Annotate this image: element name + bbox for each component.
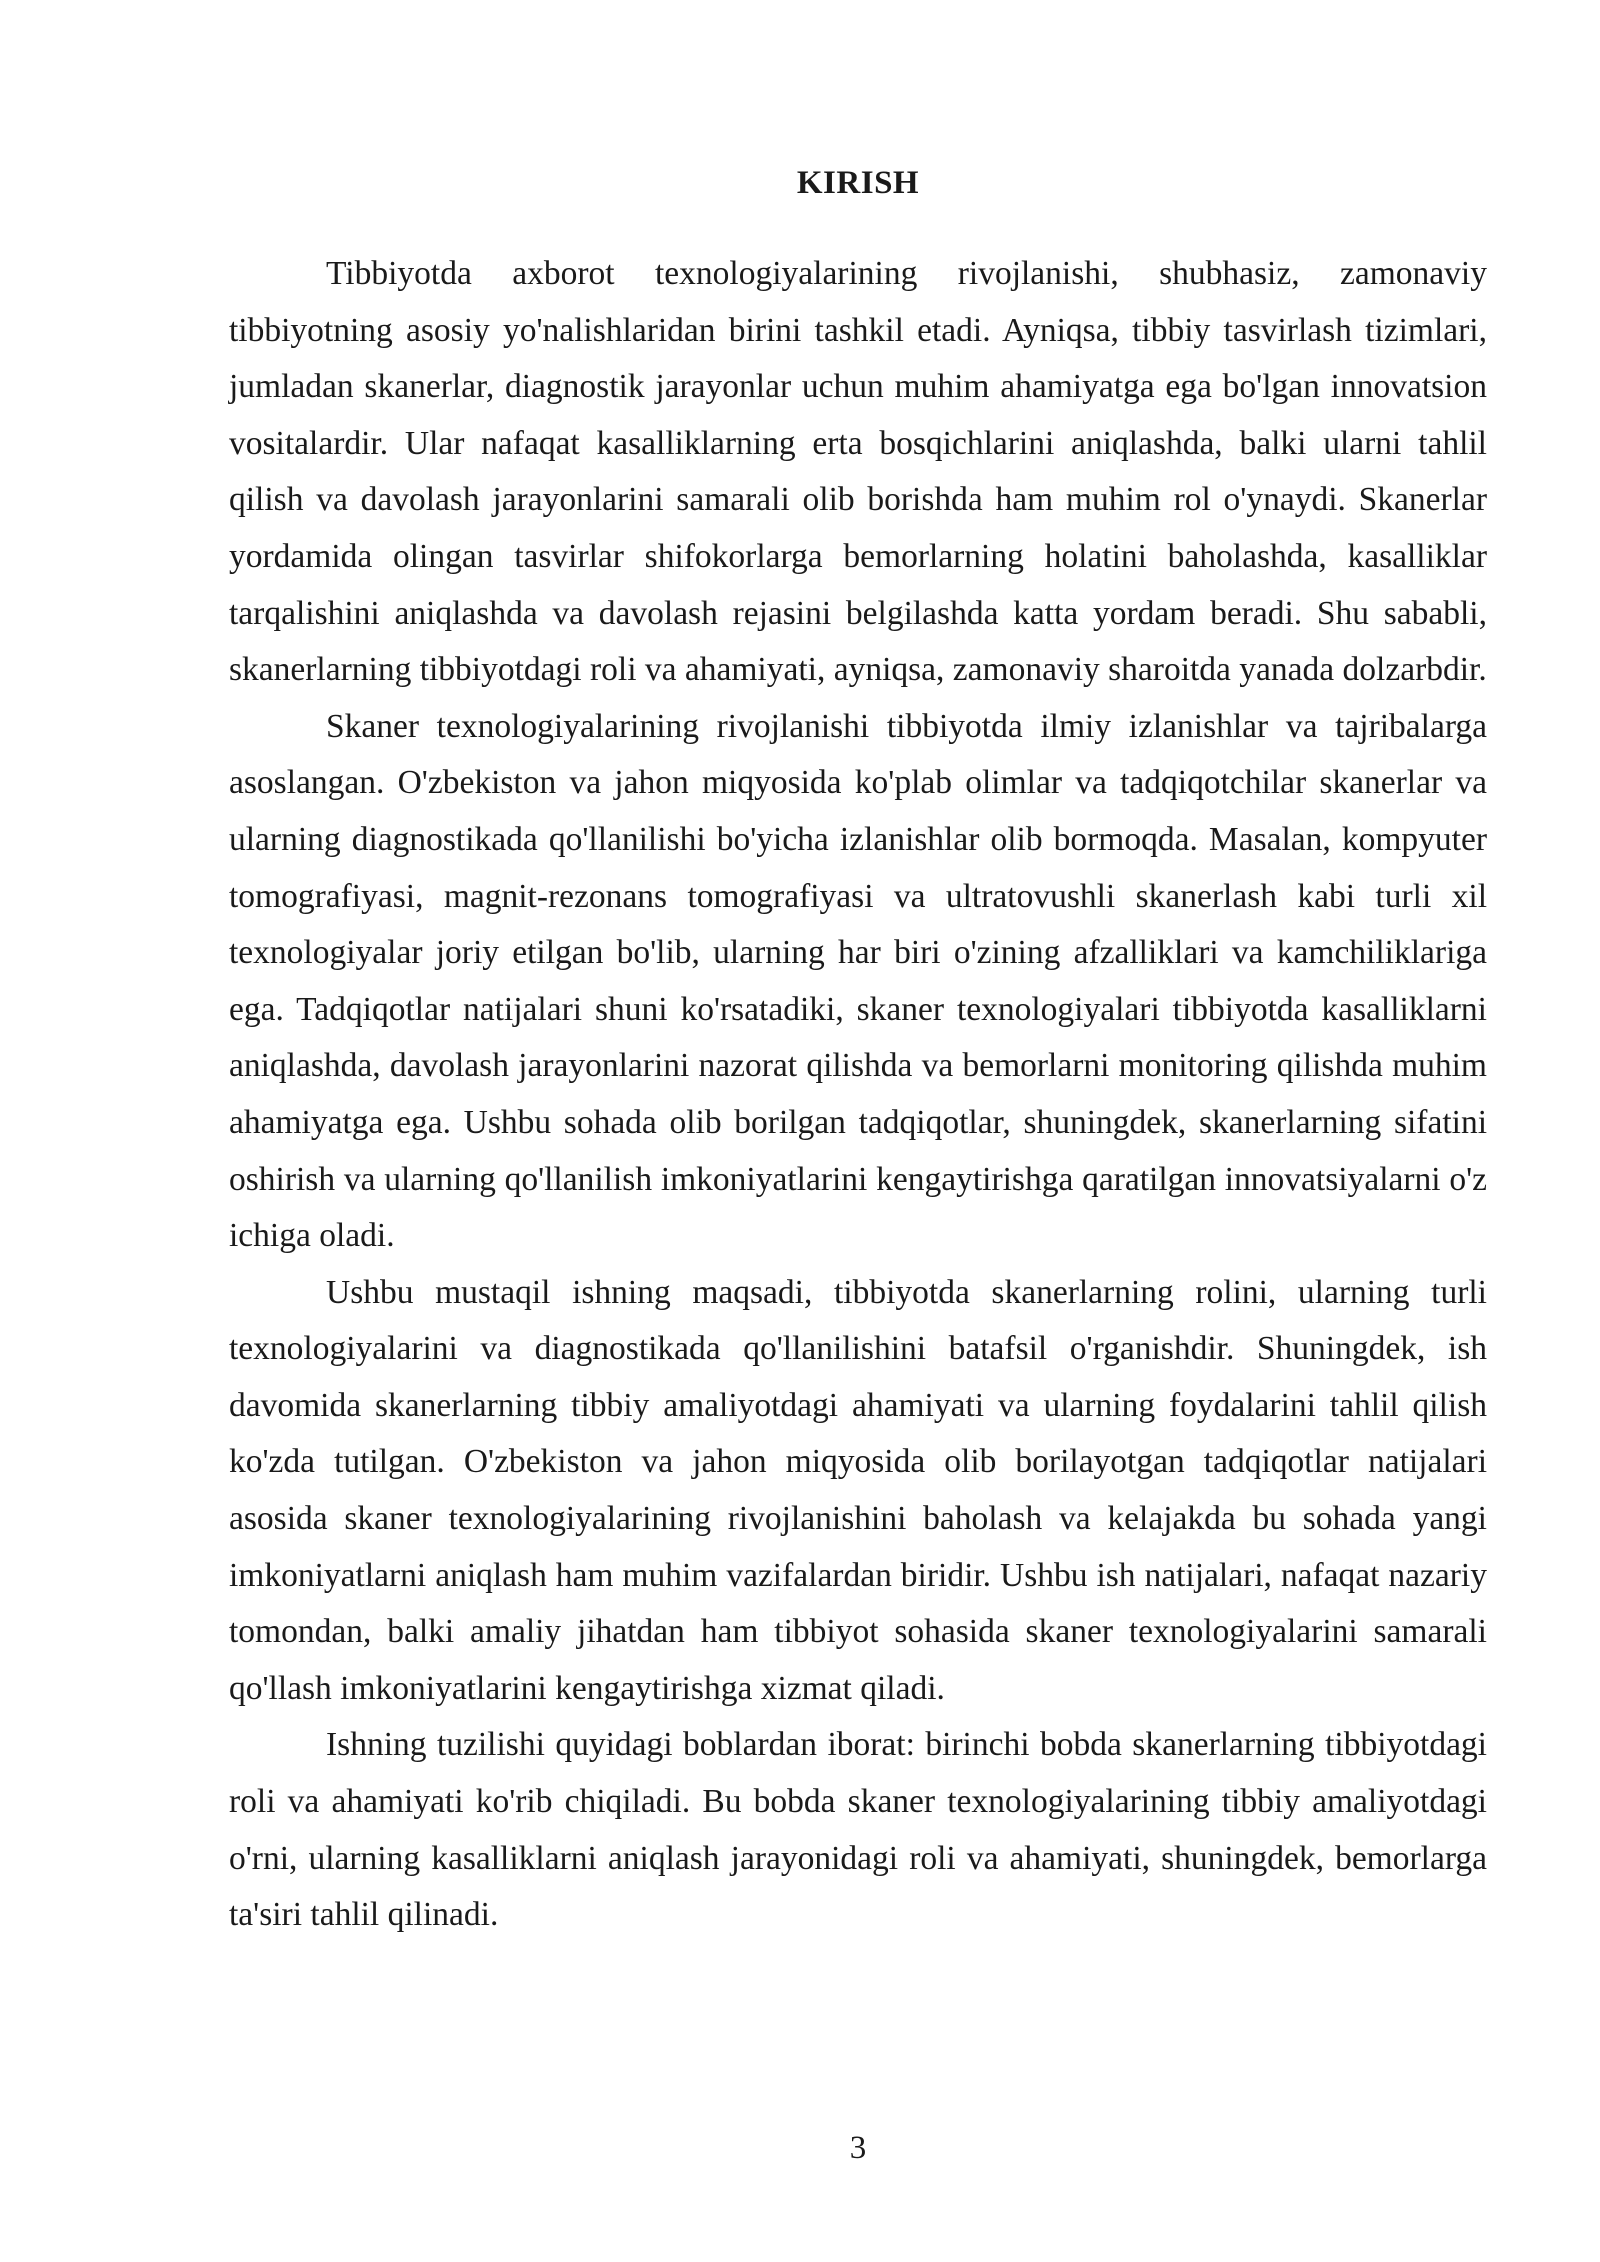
paragraph-2: Skaner texnologiyalarining rivojlanishi tibbiyotda ilmiy izlanishlar va tajribalarga asoslangan. O'zbekiston va jahon miqyosida ko'plab olimlar va tadqiqotchilar skanerlar va ularning diagnostikada qo'llanilishi bo'yicha izlanishlar olib bormoqda. Masalan, kompyuter tomografiyasi, magnit-rezonans tomografiyasi va ultratovushli skanerlash kabi turli xil texnologiyalar joriy etilgan bo'lib, ularning har biri o'zining afzalliklari va kamchiliklariga ega. Tadqiqotlar natijalari shuni ko'rsatadiki, skaner texnologiyalari tibbiyotda kasalliklarni aniqlashda, davolash jarayonlarini nazorat qilishda va bemorlarni monitoring qilishda muhim ahamiyatga ega. Ushbu sohada olib borilgan tadqiqotlar, shuningdek, skanerlarning sifatini oshirish va ularning qo'llanilish imkoniyatlarini kengaytirishga qaratilgan innovatsiyalarni o'z ichiga oladi. bbox=[229, 707, 1487, 1255]
body-text bbox=[229, 246, 1487, 1944]
paragraph-4: Ishning tuzilishi quyidagi boblardan iborat: birinchi bobda skanerlarning tibbiyotdagi roli va ahamiyati ko'rib chiqiladi. Bu bobda skaner texnologiyalarining tibbiy amaliyotdagi o'rni, ularning kasalliklarni aniqlash jarayonidagi roli va ahamiyati, shuningdek, bemorlarga ta'siri tahlil qilinadi. bbox=[229, 1726, 1487, 1934]
page-number: 3 bbox=[849, 2130, 867, 2166]
paragraph-3: Ushbu mustaqil ishning maqsadi, tibbiyotda skanerlarning rolini, ularning turli texnologiyalarini va diagnostikada qo'llanilishini batafsil o'rganishdir. Shuningdek, ish davomida skanerlarning tibbiy amaliyotdagi ahamiyati va ularning foydalarini tahlil qilish ko'zda tutilgan. O'zbekiston va jahon miqyosida olib borilayotgan tadqiqotlar natijalari asosida skaner texnologiyalarining rivojlanishini baholash va kelajakda bu sohada yangi imkoniyatlarni aniqlash ham muhim vazifalardan biridir. Ushbu ish natijalari, nafaqat nazariy tomondan, balki amaliy jihatdan ham tibbiyot sohasida skaner texnologiyalarini samarali qo'llash imkoniyatlarini kengaytirishga xizmat qiladi. bbox=[229, 1273, 1487, 1707]
paragraph-1: Tibbiyotda axborot texnologiyalarining rivojlanishi, shubhasiz, zamonaviy tibbiyotning asosiy yo'nalishlaridan birini tashkil etadi. Ayniqsa, tibbiy tasvirlash tizimlari, jumladan skanerlar, diagnostik jarayonlar uchun muhim ahamiyatga ega bo'lgan innovatsion vositalardir. Ular nafaqat kasalliklarning erta bosqichlarini aniqlashda, balki ularni tahlil qilish va davolash jarayonlarini samarali olib borishda ham muhim rol o'ynaydi. Skanerlar yordamida olingan tasvirlar shifokorlarga bemorlarning holatini baholashda, kasalliklar tarqalishini aniqlashda va davolash rejasini belgilashda katta yordam beradi. Shu sababli, skanerlarning tibbiyotdagi roli va ahamiyati, ayniqsa, zamonaviy sharoitda yanada dolzarbdir. bbox=[229, 255, 1487, 689]
section-heading: KIRISH bbox=[796, 165, 920, 201]
